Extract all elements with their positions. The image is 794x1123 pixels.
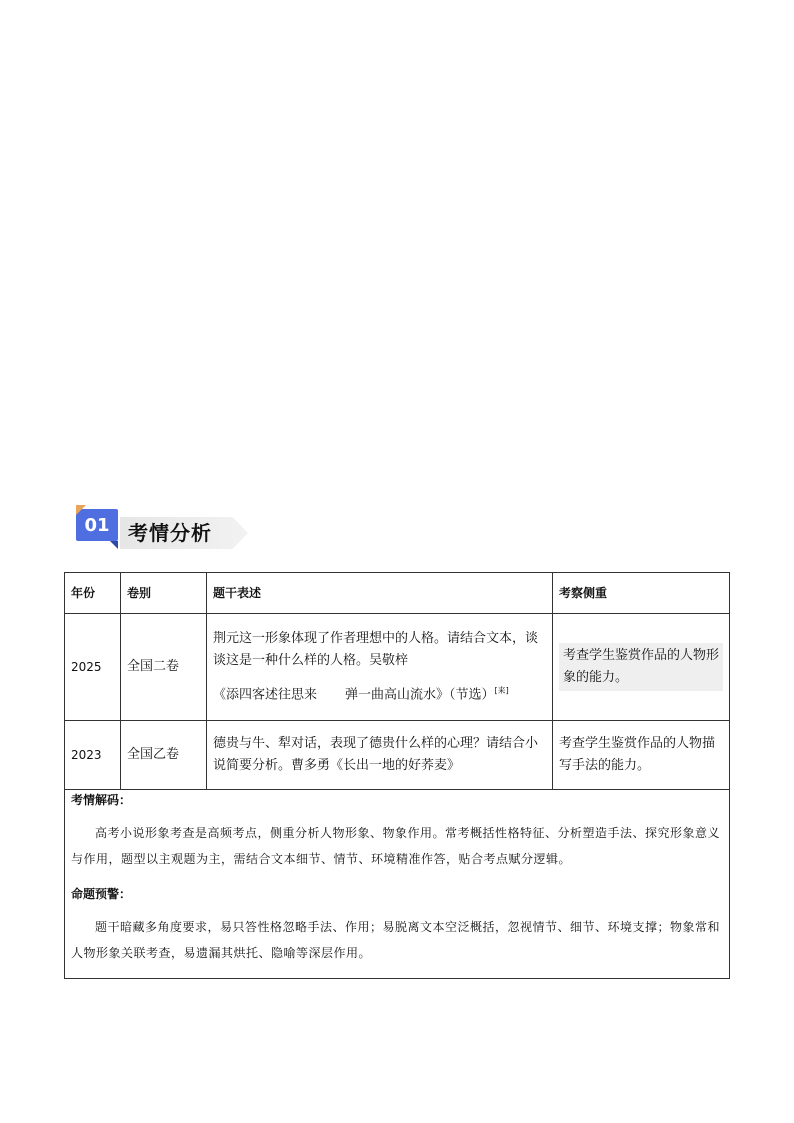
table-header-row xyxy=(65,573,730,614)
row-focus: 考查学生鉴赏作品的人物描写手法的能力。 xyxy=(553,721,730,790)
row-stem xyxy=(207,614,553,721)
row-focus xyxy=(553,614,730,721)
section-number-badge: 01 xyxy=(76,509,118,541)
warning-paragraph: 题干暗藏多角度要求，易只答性格忽略手法、作用；易脱离文本空泛概括，忽视情节、细节、环境支撑；物象常和人物形象关联考查，易遗漏其烘托、隐喻等深层作用。 xyxy=(71,920,721,960)
table-row xyxy=(65,721,730,790)
badge-corner-decoration xyxy=(76,505,86,515)
focus-text: 考查学生鉴赏作品的人物形象的能力。 xyxy=(559,643,723,691)
header-paper: 卷别 xyxy=(121,573,207,614)
analysis-paragraph: 高考小说形象考查是高频考点，侧重分析人物形象、物象作用。常考概括性格特征、分析塑造手法、探究形象意义与作用，题型以主观题为主，需结合文本细节、情节、环境精准作答，贴合考点赋分逻辑。 xyxy=(71,826,721,866)
exam-analysis-table xyxy=(64,572,730,979)
stem-title-line xyxy=(213,680,546,706)
badge-tail-decoration xyxy=(110,541,118,549)
table-row xyxy=(65,614,730,721)
analysis-row xyxy=(65,790,730,979)
warning-title: 命题预警： xyxy=(71,887,132,901)
analysis-cell xyxy=(65,790,730,979)
header-focus: 考察侧重 xyxy=(553,573,730,614)
row-stem: 德贵与牛、犁对话，表现了德贵什么样的心理？请结合小说简要分析。曹多勇《长出一地的好荞麦》 xyxy=(207,721,553,790)
header-stem: 题干表述 xyxy=(207,573,553,614)
header-year: 年份 xyxy=(65,573,121,614)
row-paper: 全国乙卷 xyxy=(121,721,207,790)
stem-title-a: 《添四客述往思来 xyxy=(213,687,318,703)
source-tag: [来] xyxy=(494,685,509,695)
row-year: 2023 xyxy=(65,721,121,790)
row-paper: 全国二卷 xyxy=(121,614,207,721)
analysis-title: 考情解码： xyxy=(71,793,132,807)
section-title: 考情分析 xyxy=(128,521,212,545)
section-header xyxy=(76,505,256,551)
stem-title-b: 弹一曲高山流水》（节选） xyxy=(345,687,495,703)
stem-text: 荆元这一形象体现了作者理想中的人格。请结合文本，谈谈这是一种什么样的人格。吴敬梓 xyxy=(213,630,539,668)
row-year: 2025 xyxy=(65,614,121,721)
